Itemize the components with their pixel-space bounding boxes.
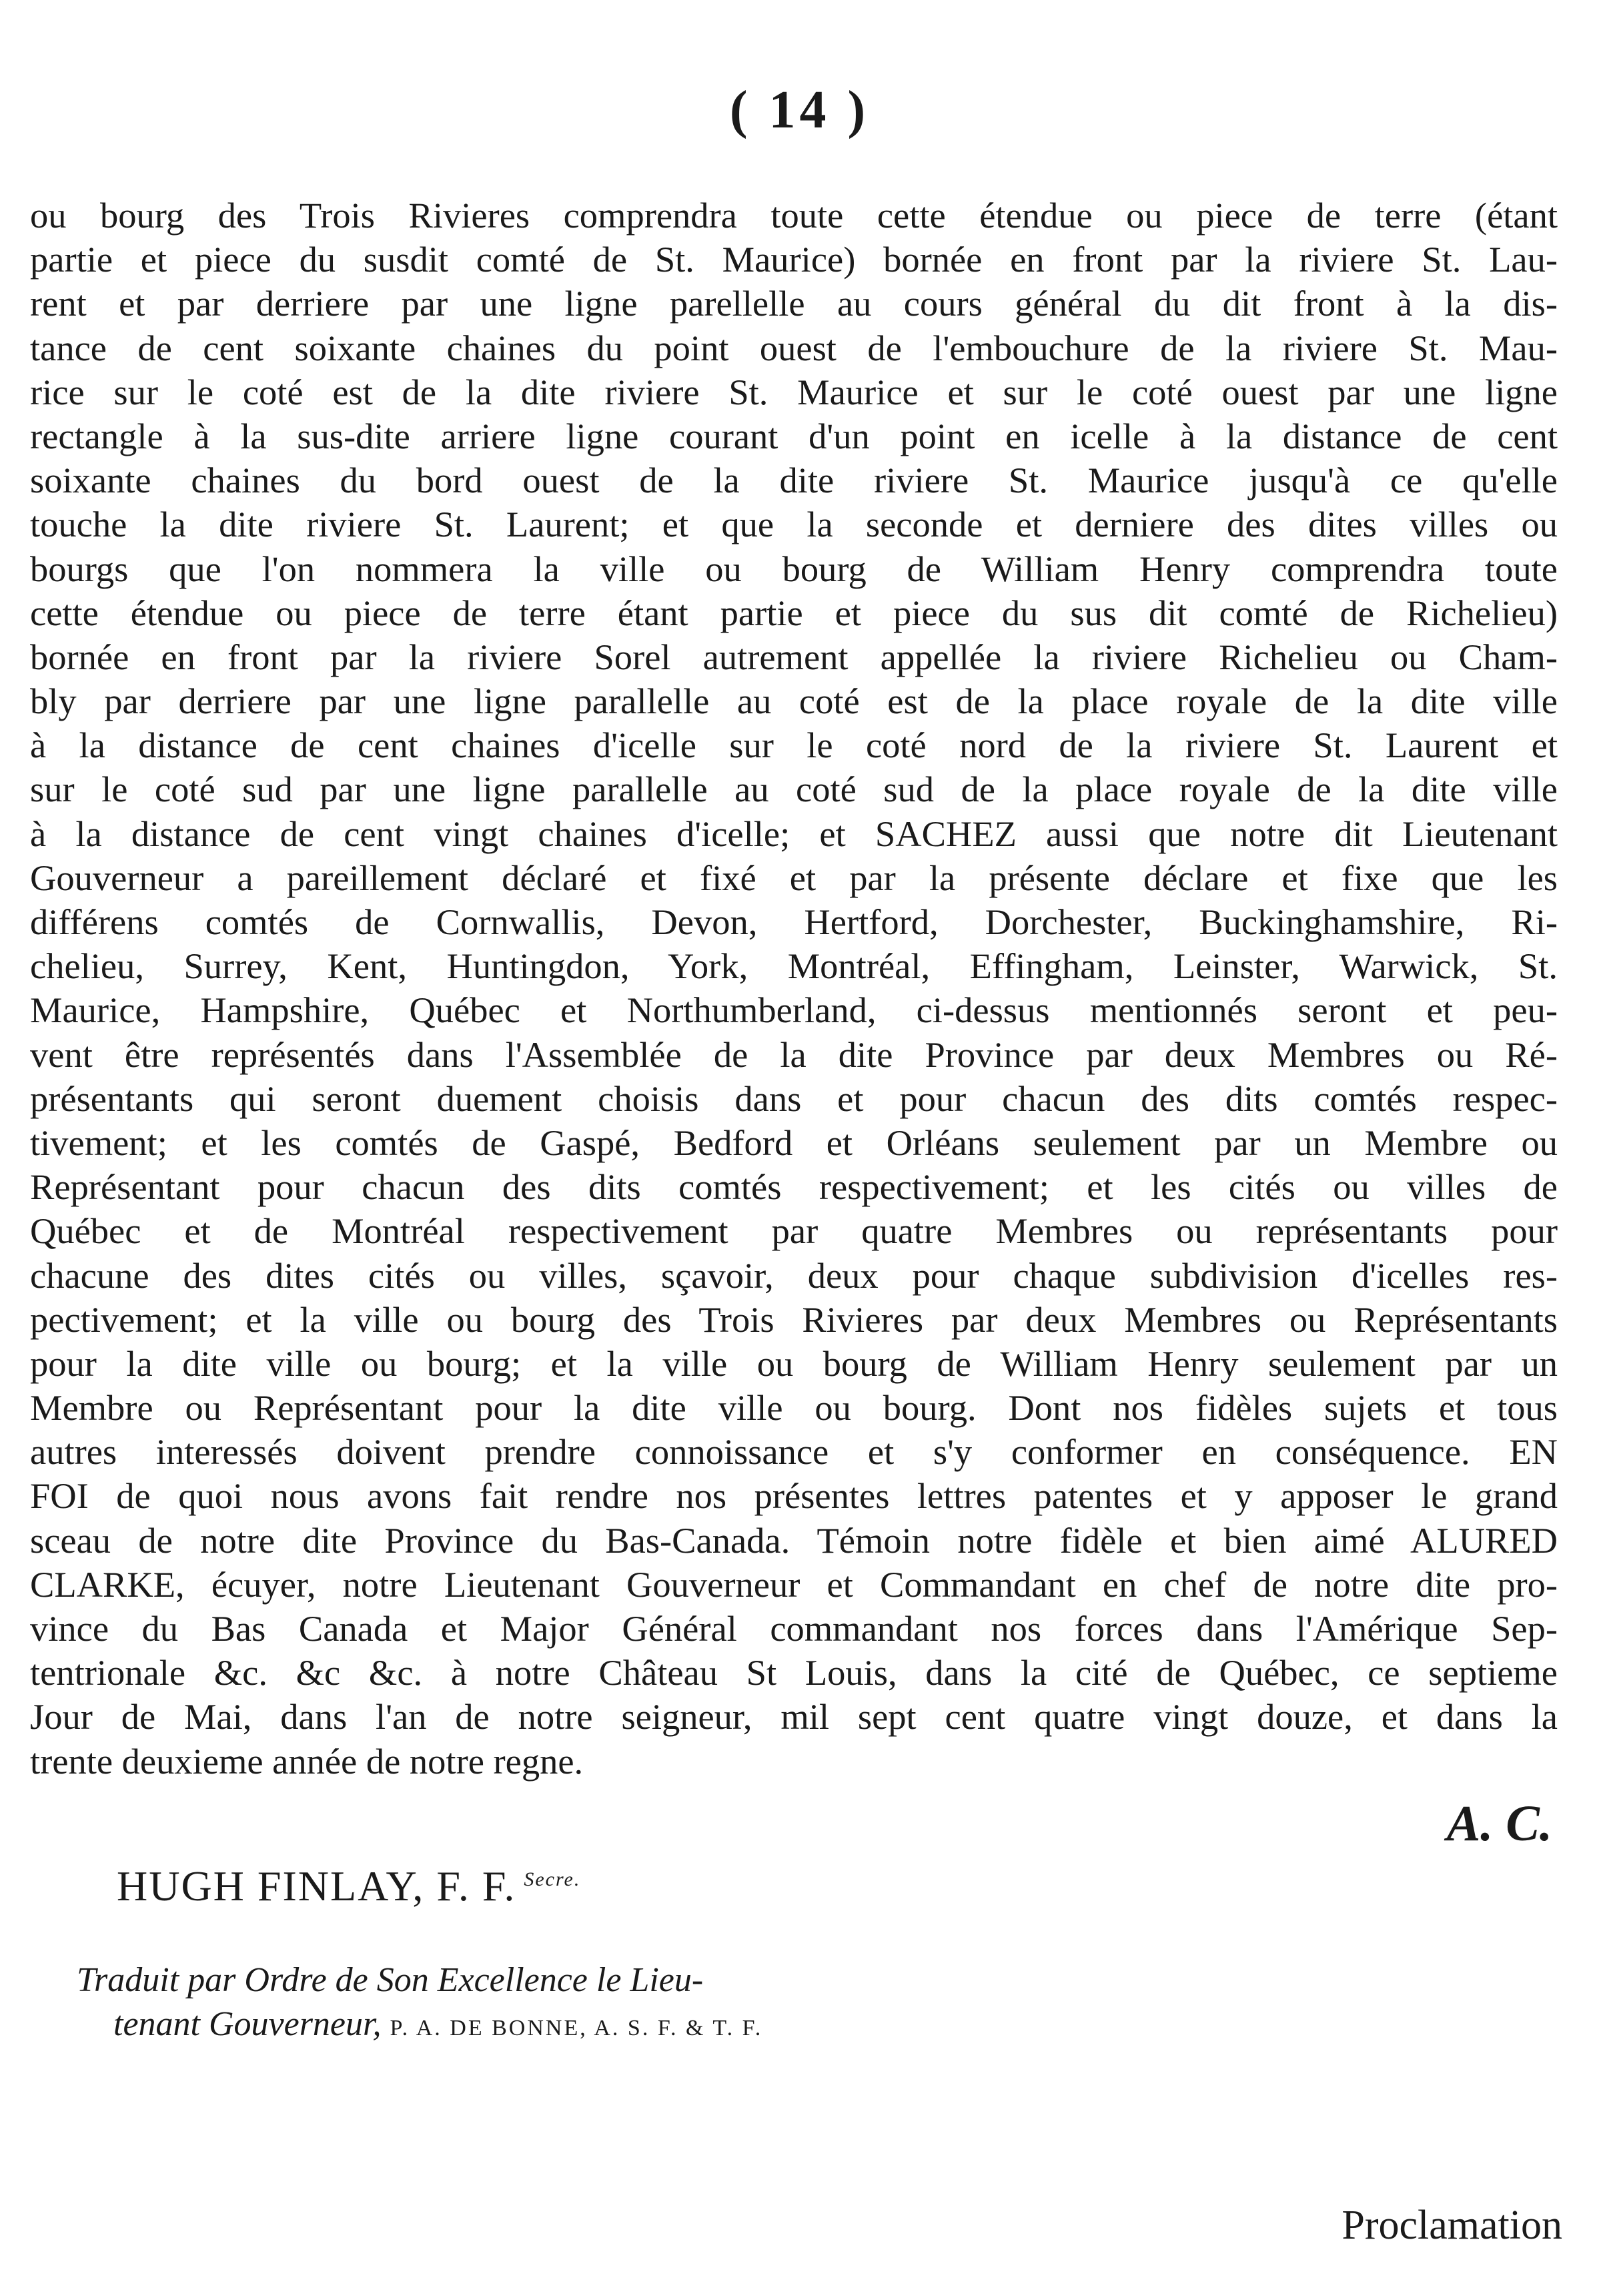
signature-initials: A. C. <box>1446 1796 1552 1852</box>
text-line: bly par derriere par une ligne parallelle au coté est de la place royale de la dite ville <box>30 681 1558 722</box>
page-number: ( 14 ) <box>729 81 870 139</box>
text-line: pectivement; et la ville ou bourg des Trois Rivieres par deux Membres ou Représentants <box>30 1298 1558 1340</box>
text-line: sceau de notre dite Province du Bas-Canada. Témoin notre fidèle et bien aimé ALURED <box>30 1519 1558 1561</box>
text-line: ou bourg des Trois Rivieres comprendra toute cette étendue ou piece de terre (étant <box>30 195 1558 236</box>
text-line: Représentant pour chacun des dits comtés respectivement; et les cités ou villes de <box>30 1166 1558 1208</box>
translation-note <box>77 1958 762 2050</box>
catchword: Proclamation <box>1342 2203 1562 2248</box>
text-line: à la distance de cent vingt chaines d'icelle; et SACHEZ aussi que notre dit Lieutenant <box>30 813 1558 854</box>
translator-credit: P. A. DE BONNE, A. S. F. & T. F. <box>390 2016 763 2040</box>
signatory <box>117 1862 580 1911</box>
text-line: tance de cent soixante chaines du point ouest de l'embouchure de la riviere St. Mau- <box>30 327 1558 368</box>
text-line: autres interessés doivent prendre connoissance et s'y conformer en conséquence. EN <box>30 1431 1558 1473</box>
text-line: bornée en front par la riviere Sorel autrement appellée la riviere Richelieu ou Cham- <box>30 636 1558 677</box>
text-line: chacune des dites cités ou villes, sçavoir, deux pour chaque subdivision d'icelles res- <box>30 1254 1558 1296</box>
text-line: présentants qui seront duement choisis dans et pour chacun des dits comtés respec- <box>30 1078 1558 1119</box>
text-line: sur le coté sud par une ligne parallelle au coté sud de la place royale de la dite ville <box>30 769 1558 810</box>
text-line: Membre ou Représentant pour la dite ville ou bourg. Dont nos fidèles sujets et tous <box>30 1387 1558 1429</box>
text-line: vent être représentés dans l'Assemblée de la dite Province par deux Membres ou Ré- <box>30 1034 1558 1075</box>
text-line: rice sur le coté est de la dite riviere St. Maurice et sur le coté ouest par une ligne <box>30 371 1558 412</box>
text-line: Maurice, Hampshire, Québec et Northumberland, ci-dessus mentionnés seront et peu- <box>30 990 1558 1031</box>
text-line: chelieu, Surrey, Kent, Huntingdon, York, Montréal, Effingham, Leinster, Warwick, St. <box>30 945 1558 987</box>
text-line: trente deuxieme année de notre regne. <box>30 1740 584 1782</box>
text-line: FOI de quoi nous avons fait rendre nos présentes lettres patentes et y apposer le grand <box>30 1475 1558 1517</box>
translation-line-1: Traduit par Ordre de Son Excellence le Lieu- <box>77 1961 704 1999</box>
translation-line-2: tenant Gouverneur, <box>113 2005 382 2043</box>
text-line: différens comtés de Cornwallis, Devon, Hertford, Dorchester, Buckinghamshire, Ri- <box>30 901 1558 942</box>
text-line: rectangle à la sus-dite arriere ligne courant d'un point en icelle à la distance de cent <box>30 415 1558 456</box>
translation-line-2-wrap <box>77 2002 762 2050</box>
text-line: soixante chaines du bord ouest de la dite riviere St. Maurice jusqu'à ce qu'elle <box>30 460 1558 501</box>
text-line: CLARKE, écuyer, notre Lieutenant Gouverneur et Commandant en chef de notre dite pro- <box>30 1563 1558 1605</box>
text-line: pour la dite ville ou bourg; et la ville ou bourg de William Henry seulement par un <box>30 1343 1558 1384</box>
text-line: tivement; et les comtés de Gaspé, Bedford et Orléans seulement par un Membre ou <box>30 1122 1558 1163</box>
signatory-name: HUGH FINLAY, F. F. <box>117 1862 516 1910</box>
text-line: Gouverneur a pareillement déclaré et fixé et par la présente déclare et fixe que les <box>30 857 1558 898</box>
text-line: Jour de Mai, dans l'an de notre seigneur, mil sept cent quatre vingt douze, et dans la <box>30 1696 1558 1738</box>
proclamation-body <box>30 194 1558 1784</box>
text-line: bourgs que l'on nommera la ville ou bourg de William Henry comprendra toute <box>30 548 1558 589</box>
text-line: touche la dite riviere St. Laurent; et que la seconde et derniere des dites villes ou <box>30 504 1558 545</box>
text-line: tentrionale &c. &c &c. à notre Château St Louis, dans la cité de Québec, ce septieme <box>30 1652 1558 1693</box>
text-line: vince du Bas Canada et Major Général commandant nos forces dans l'Amérique Sep- <box>30 1608 1558 1649</box>
signatory-title: Secre. <box>524 1868 581 1890</box>
text-line: rent et par derriere par une ligne parellelle au cours général du dit front à la dis- <box>30 283 1558 324</box>
text-line: Québec et de Montréal respectivement par quatre Membres ou représentants pour <box>30 1210 1558 1252</box>
text-line: cette étendue ou piece de terre étant partie et piece du sus dit comté de Richelieu) <box>30 592 1558 633</box>
text-line: à la distance de cent chaines d'icelle sur le coté nord de la riviere St. Laurent et <box>30 725 1558 766</box>
text-line: partie et piece du susdit comté de St. Maurice) bornée en front par la riviere St. Lau- <box>30 239 1558 280</box>
